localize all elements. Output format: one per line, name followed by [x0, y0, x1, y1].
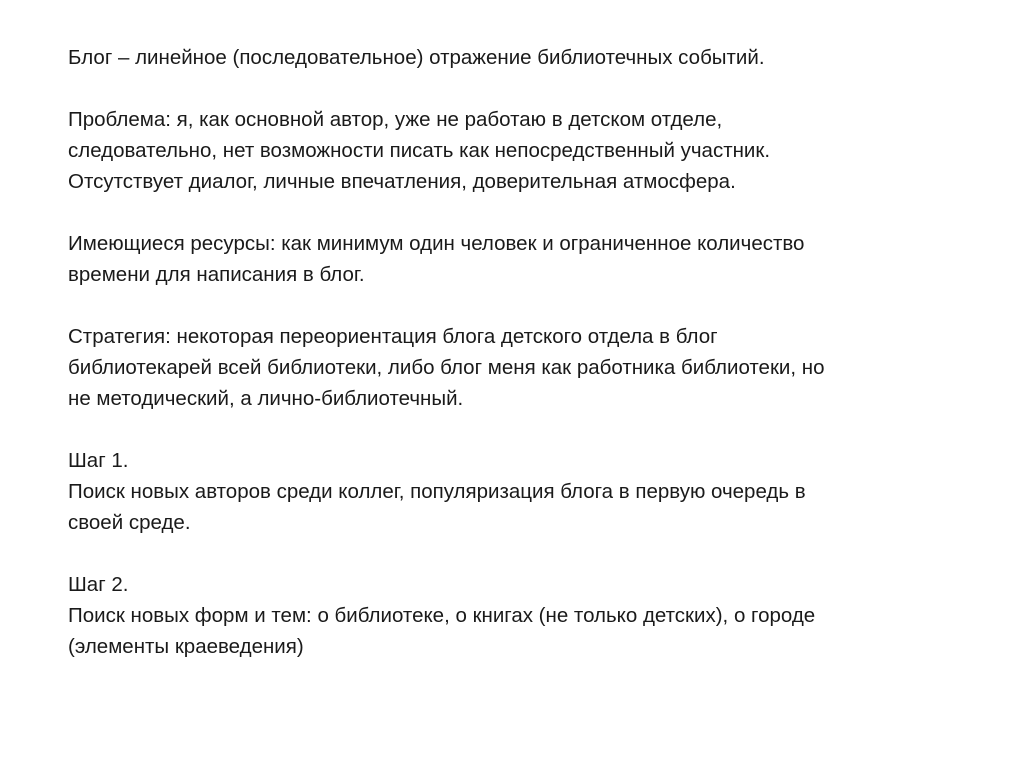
text-line: Блог – линейное (последовательное) отражение библиотечных событий. [68, 46, 765, 69]
text-line: следовательно, нет возможности писать как непосредственный участник. [68, 139, 771, 162]
paragraph-step-1 [68, 445, 968, 538]
step-heading: Шаг 1. [68, 449, 129, 472]
paragraph-problem [68, 104, 968, 197]
paragraph-step-2 [68, 569, 968, 662]
text-line: (элементы краеведения) [68, 635, 304, 658]
text-line: библиотекарей всей библиотеки, либо блог меня как работника библиотеки, но [68, 356, 825, 379]
text-line: не методический, а лично-библиотечный. [68, 387, 464, 410]
text-line: Проблема: я, как основной автор, уже не работаю в детском отделе, [68, 108, 723, 131]
text-line: Имеющиеся ресурсы: как минимум один человек и ограниченное количество [68, 232, 805, 255]
text-line: Отсутствует диалог, личные впечатления, доверительная атмосфера. [68, 170, 736, 193]
slide-text-body [68, 42, 968, 662]
text-line: Поиск новых авторов среди коллег, популяризация блога в первую очередь в [68, 480, 806, 503]
text-line: Стратегия: некоторая переориентация блога детского отдела в блог [68, 325, 718, 348]
paragraph-resources [68, 228, 968, 290]
text-line: своей среде. [68, 511, 191, 534]
step-heading: Шаг 2. [68, 573, 129, 596]
paragraph-strategy [68, 321, 968, 414]
text-line: времени для написания в блог. [68, 263, 365, 286]
paragraph-definition [68, 42, 968, 73]
text-line: Поиск новых форм и тем: о библиотеке, о книгах (не только детских), о городе [68, 604, 816, 627]
